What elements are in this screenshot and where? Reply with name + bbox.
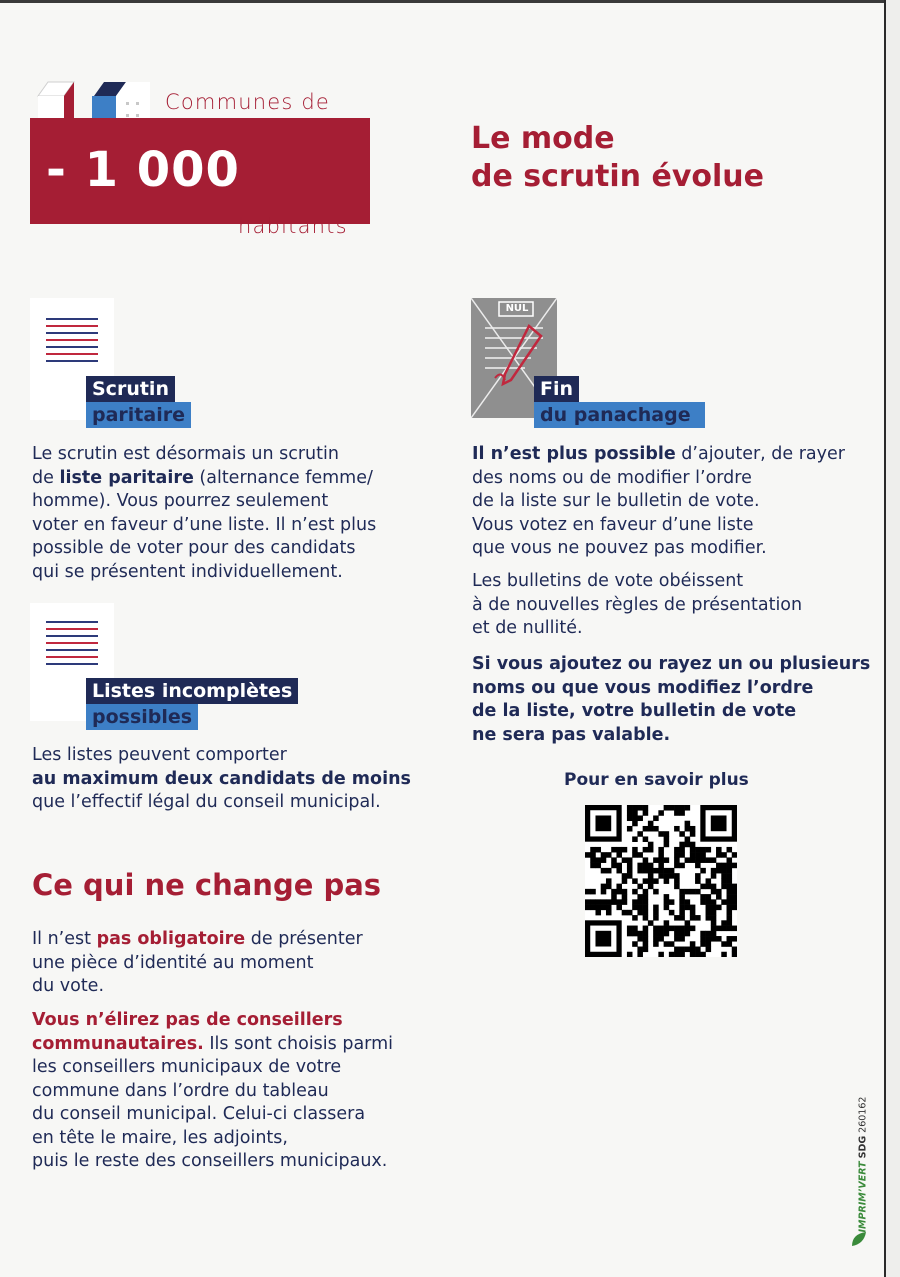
- page-title-line1: Le mode: [471, 121, 615, 156]
- text-line-bold: de la liste, votre bulletin de vote: [472, 701, 797, 721]
- text-line: Il n’est pas obligatoire de présenter: [32, 929, 363, 949]
- scrutin-paragraph: [32, 443, 376, 584]
- qr-code[interactable]: [585, 805, 737, 957]
- scrutin-tag-line1: Scrutin: [86, 376, 175, 402]
- text-line: que l’effectif légal du conseil municipal.: [32, 792, 381, 812]
- text-line: du vote.: [32, 976, 105, 996]
- communes-de-label: Communes de: [165, 90, 331, 114]
- panachage-paragraph-2: [472, 570, 802, 641]
- text-line: Il n’est plus possible d’ajouter, de rayer: [472, 444, 845, 464]
- text-line: du conseil municipal. Celui-ci classera: [32, 1104, 366, 1124]
- panachage-paragraph-1: [472, 443, 845, 561]
- text-line: qui se présentent individuellement.: [32, 561, 343, 582]
- text-line: puis le reste des conseillers municipaux.: [32, 1151, 388, 1171]
- text-line-bold: noms ou que vous modifiez l’ordre: [472, 677, 814, 698]
- sdg-label: SDG: [857, 1135, 869, 1159]
- section-title-inchange: Ce qui ne change pas: [32, 868, 382, 902]
- listes-tag-line1: Listes incomplètes: [86, 678, 298, 704]
- text-line: Les listes peuvent comporter: [32, 745, 287, 765]
- page-title-line2: de scrutin évolue: [471, 159, 764, 194]
- qr-code-graphic: [585, 805, 737, 957]
- text-line: communautaires. Ils sont choisis parmi: [32, 1033, 393, 1054]
- inchange-paragraph-2: [32, 1009, 393, 1174]
- text-line: de liste paritaire (alternance femme/: [32, 467, 373, 488]
- fin-panachage-tag: [534, 376, 705, 428]
- text-line: de la liste sur le bulletin de vote.: [472, 491, 760, 511]
- inchange-paragraph-1: [32, 928, 363, 999]
- panachage-tag-line1: Fin: [534, 376, 579, 402]
- printer-mark: [850, 1090, 880, 1250]
- savoir-plus-title: Pour en savoir plus: [564, 770, 749, 790]
- text-line: homme). Vous pourrez seulement: [32, 491, 329, 511]
- page-title: [471, 120, 764, 196]
- text-line-bold: ne sera pas valable.: [472, 724, 671, 745]
- listes-paragraph: [32, 744, 411, 815]
- text-line: possible de voter pour des candidats: [32, 538, 356, 558]
- text-line: à de nouvelles règles de présentation: [472, 594, 803, 615]
- text-line: les conseillers municipaux de votre: [32, 1057, 342, 1077]
- listes-tag-line2: possibles: [86, 704, 198, 730]
- scrutin-tag-line2: paritaire: [86, 402, 191, 428]
- listes-incompletes-tag: [86, 678, 298, 730]
- panachage-tag-line2: du panachage: [534, 402, 705, 428]
- panachage-warning: [472, 653, 870, 747]
- text-line-bold: Si vous ajoutez ou rayez un ou plusieurs: [472, 654, 871, 674]
- nul-label: NUL: [505, 303, 529, 314]
- text-line-bold: au maximum deux candidats de moins: [32, 768, 411, 789]
- text-line: Le scrutin est désormais un scrutin: [32, 444, 339, 464]
- imprim-vert-label: IMPRIM’VERT: [857, 1161, 869, 1233]
- text-line: en tête le maire, les adjoints,: [32, 1127, 288, 1148]
- text-line: une pièce d’identité au moment: [32, 952, 314, 973]
- text-line-bold: Vous n’élirez pas de conseillers: [32, 1010, 343, 1030]
- habitants-label: habitants: [238, 214, 348, 238]
- text-line: voter en faveur d’une liste. Il n’est plus: [32, 514, 377, 535]
- text-line: Vous votez en faveur d’une liste: [472, 514, 754, 535]
- text-line: et de nullité.: [472, 618, 583, 638]
- text-line: commune dans l’ordre du tableau: [32, 1080, 329, 1101]
- scrutin-paritaire-tag: [86, 376, 191, 428]
- text-line: que vous ne pouvez pas modifier.: [472, 538, 767, 558]
- print-code: 260162: [857, 1096, 869, 1133]
- population-threshold: - 1 000: [46, 142, 240, 198]
- text-line: Les bulletins de vote obéissent: [472, 571, 744, 591]
- leaf-icon: [850, 1230, 868, 1248]
- text-line: des noms ou de modifier l’ordre: [472, 467, 752, 488]
- top-border: [0, 0, 884, 3]
